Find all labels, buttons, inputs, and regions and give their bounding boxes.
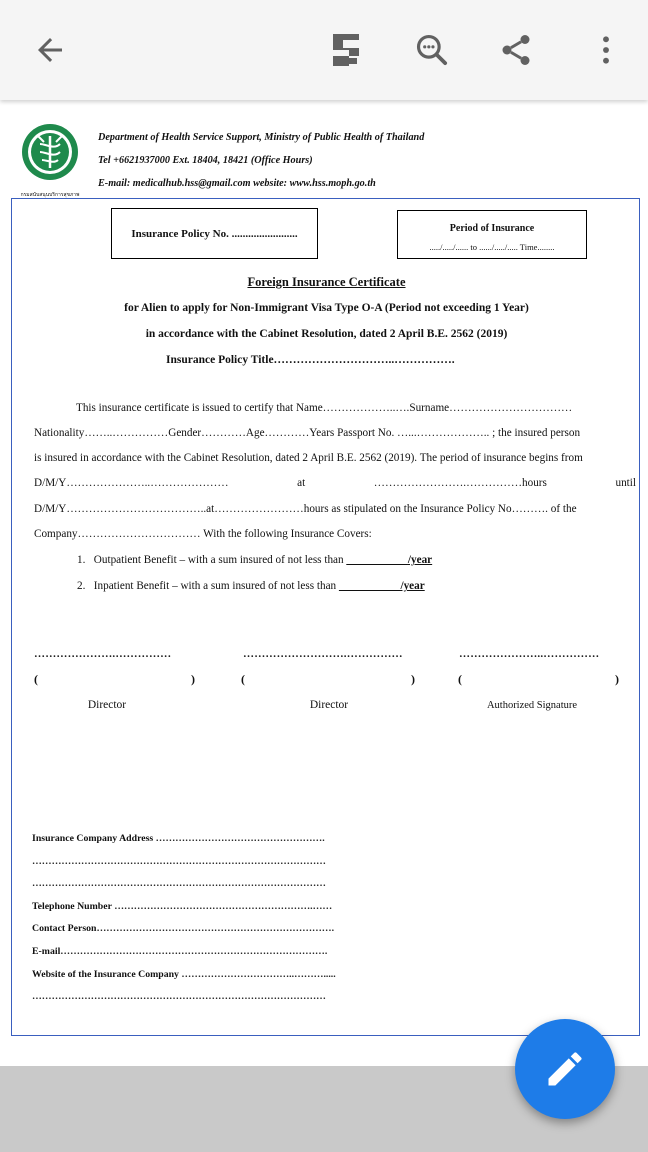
body-line-2: Nationality……..……………Gender…………Age…………Years Passport No. …...……………….. ; the insured person bbox=[34, 427, 581, 439]
paren-open-1: ( bbox=[34, 672, 38, 686]
website-blank: ……………………………………………………………………………… bbox=[32, 991, 326, 1003]
company-address: Insurance Company Address ……………………………………………. bbox=[32, 833, 325, 844]
paren-open-2: ( bbox=[241, 672, 245, 686]
authorized-signature-role: Authorized Signature bbox=[486, 700, 578, 711]
share-icon[interactable] bbox=[492, 26, 540, 74]
email-website-line: E-mail: medicalhub.hss@gmail.com website: www.hss.moph.go.th bbox=[98, 178, 376, 189]
telephone-line: Tel +6621937000 Ext. 18404, 18421 (Office Hours) bbox=[98, 155, 313, 166]
company-website: Website of the Insurance Company ……………………………..………..... bbox=[32, 968, 336, 980]
insurance-covers-list bbox=[77, 547, 432, 599]
paren-open-3: ( bbox=[458, 672, 462, 686]
insurance-policy-title: Insurance Policy Title…………………………..……………. bbox=[166, 354, 455, 366]
policy-number-label: Insurance Policy No. ........................ bbox=[131, 227, 298, 240]
begin-date: D/M/Y…………………..………………… bbox=[34, 477, 229, 489]
document-layout-icon[interactable] bbox=[322, 26, 370, 74]
period-title: Period of Insurance bbox=[449, 223, 535, 234]
signature-line-2: ……………………….…………… bbox=[243, 648, 403, 660]
document-page[interactable] bbox=[0, 100, 648, 1066]
document-header bbox=[98, 126, 424, 195]
contact-block bbox=[32, 828, 336, 1009]
body-line-4 bbox=[34, 477, 636, 489]
edit-fab-button[interactable] bbox=[515, 1019, 615, 1119]
certificate-subtitle-1: for Alien to apply for Non-Immigrant Visa Type O-A (Period not exceeding 1 Year) bbox=[124, 302, 529, 314]
department-line: Department of Health Service Support, Ministry of Public Health of Thailand bbox=[98, 132, 425, 143]
back-arrow-icon[interactable] bbox=[26, 26, 74, 74]
paren-close-2: ) bbox=[411, 672, 415, 686]
ministry-logo bbox=[18, 122, 82, 198]
begin-hours: …………………….……………hours bbox=[373, 477, 547, 489]
address-blank-1: ……………………………………………………………………………… bbox=[32, 855, 326, 867]
paren-close-3: ) bbox=[615, 672, 619, 686]
contact-person: Contact Person………………………………………………………………. bbox=[32, 923, 335, 935]
contact-email: E-mail………………………………………………………………………. bbox=[32, 945, 328, 957]
zoom-search-icon[interactable] bbox=[408, 26, 456, 74]
body-line-5: D/M/Y………………………………..at……………………hours as stipulated on the Insurance Policy No………. of the bbox=[34, 503, 577, 515]
director-role-2: Director bbox=[309, 699, 349, 711]
cover-item-outpatient: 1. Outpatient Benefit – with a sum insured of not less than ___________/year bbox=[77, 554, 433, 566]
until-label: until bbox=[615, 477, 636, 489]
body-line-3: is insured in accordance with the Cabinet Resolution, dated 2 April B.E. 2562 (2019). The period of insurance begins from bbox=[34, 452, 583, 464]
more-vert-icon[interactable] bbox=[582, 26, 630, 74]
logo-caption: กรมสนับสนุนบริการสุขภาพ bbox=[20, 192, 80, 198]
director-role-1: Director bbox=[87, 699, 127, 711]
app-bar bbox=[0, 0, 648, 100]
certificate-title: Foreign Insurance Certificate bbox=[247, 275, 406, 289]
period-dates: ...../...../...... to ....../...../..... Time........ bbox=[429, 242, 555, 252]
certificate-frame bbox=[11, 198, 640, 1036]
begin-at: at bbox=[297, 477, 306, 489]
cover-item-inpatient: 2. Inpatient Benefit – with a sum insured of not less than ___________/year bbox=[77, 580, 425, 592]
signature-line-3: …………………..…………… bbox=[459, 648, 600, 660]
address-blank-2: ……………………………………………………………………………… bbox=[32, 878, 326, 890]
period-of-insurance-box bbox=[397, 210, 587, 259]
certificate-subtitle-2: in accordance with the Cabinet Resolution, dated 2 April B.E. 2562 (2019) bbox=[145, 328, 508, 340]
pencil-icon bbox=[543, 1047, 587, 1091]
paren-close-1: ) bbox=[191, 672, 195, 686]
body-line-6: Company…………………………… With the following Insurance Covers: bbox=[34, 528, 372, 540]
body-line-1: This insurance certificate is issued to certify that Name………………..….Surname…………………………… bbox=[76, 402, 573, 414]
policy-number-box bbox=[111, 208, 318, 259]
telephone-number: Telephone Number …………………………………………………….…… bbox=[32, 900, 333, 912]
signature-line-1: ………………….…………… bbox=[34, 648, 172, 660]
